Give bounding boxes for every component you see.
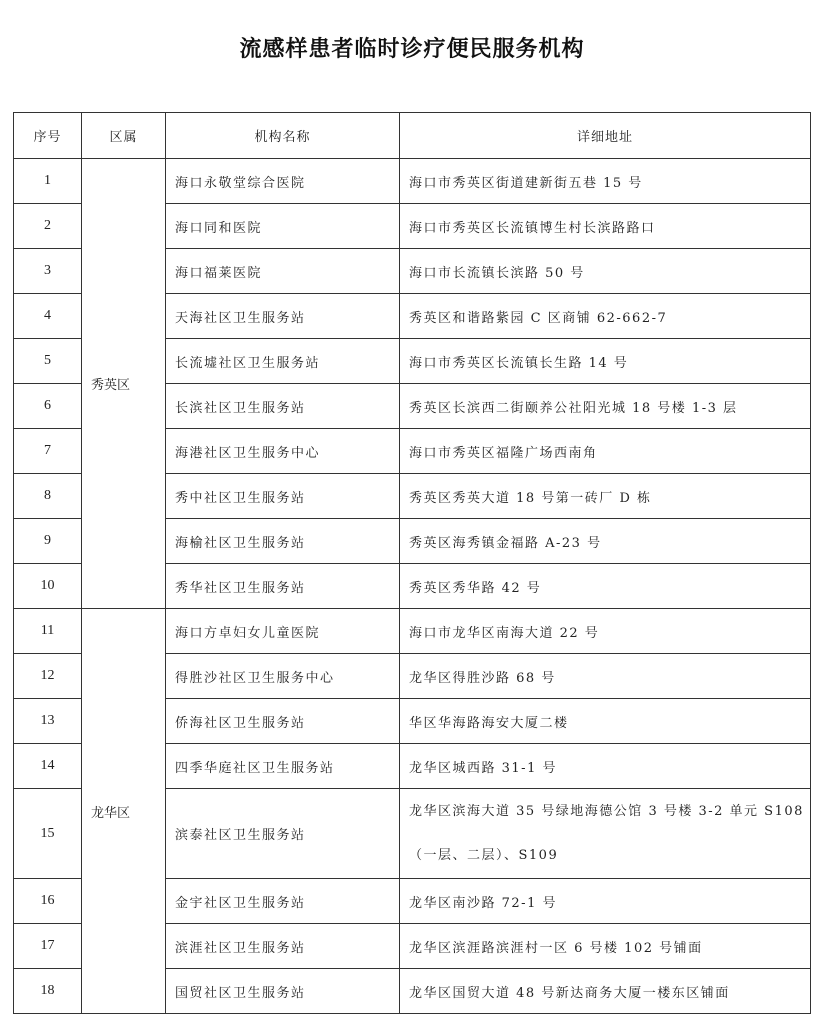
row-address: 海口市秀英区长流镇长生路 14 号 [400,339,811,384]
district-cell-longhua: 龙华区 [82,609,166,1014]
row-address: 龙华区得胜沙路 68 号 [400,654,811,699]
row-seq: 4 [14,294,82,339]
header-name: 机构名称 [166,113,400,159]
row-seq: 14 [14,744,82,789]
header-seq: 序号 [14,113,82,159]
row-name: 四季华庭社区卫生服务站 [166,744,400,789]
row-seq: 13 [14,699,82,744]
row-seq: 2 [14,204,82,249]
row-name: 海口福莱医院 [166,249,400,294]
row-name: 国贸社区卫生服务站 [166,969,400,1014]
table-header-row [14,113,811,159]
header-address: 详细地址 [400,113,811,159]
row-address: 龙华区城西路 31-1 号 [400,744,811,789]
row-seq: 10 [14,564,82,609]
row-name: 侨海社区卫生服务站 [166,699,400,744]
row-seq: 7 [14,429,82,474]
row-seq: 3 [14,249,82,294]
row-seq: 15 [14,789,82,879]
table-row [14,609,811,654]
row-name: 长流墟社区卫生服务站 [166,339,400,384]
page-title: 流感样患者临时诊疗便民服务机构 [239,37,585,62]
row-name: 海榆社区卫生服务站 [166,519,400,564]
row-address: 海口市秀英区长流镇博生村长滨路路口 [400,204,811,249]
row-name: 海口永敬堂综合医院 [166,159,400,204]
row-address: 华区华海路海安大厦二楼 [400,699,811,744]
row-name: 金宇社区卫生服务站 [166,879,400,924]
row-address: 秀英区和谐路紫园 C 区商铺 62-662-7 [400,294,811,339]
row-seq: 11 [14,609,82,654]
header-district: 区属 [82,113,166,159]
institution-table [13,112,811,1014]
row-seq: 18 [14,969,82,1014]
row-name: 秀华社区卫生服务站 [166,564,400,609]
row-address: 龙华区滨海大道 35 号绿地海德公馆 3 号楼 3-2 单元 S108（一层、二层）、S109 [400,789,811,879]
row-address: 秀英区秀华路 42 号 [400,564,811,609]
row-seq: 5 [14,339,82,384]
row-address: 龙华区国贸大道 48 号新达商务大厦一楼东区铺面 [400,969,811,1014]
row-seq: 17 [14,924,82,969]
row-name: 天海社区卫生服务站 [166,294,400,339]
row-address: 海口市长流镇长滨路 50 号 [400,249,811,294]
row-address: 海口市秀英区福隆广场西南角 [400,429,811,474]
table-row [14,159,811,204]
row-name: 长滨社区卫生服务站 [166,384,400,429]
row-name: 海口同和医院 [166,204,400,249]
row-seq: 16 [14,879,82,924]
row-name: 滨涯社区卫生服务站 [166,924,400,969]
row-address: 海口市秀英区街道建新街五巷 15 号 [400,159,811,204]
row-name: 得胜沙社区卫生服务中心 [166,654,400,699]
row-name: 海口方卓妇女儿童医院 [166,609,400,654]
row-address: 秀英区长滨西二街颐养公社阳光城 18 号楼 1-3 层 [400,384,811,429]
row-address: 龙华区滨涯路滨涯村一区 6 号楼 102 号铺面 [400,924,811,969]
row-seq: 9 [14,519,82,564]
row-name: 秀中社区卫生服务站 [166,474,400,519]
row-address: 龙华区南沙路 72-1 号 [400,879,811,924]
row-seq: 1 [14,159,82,204]
row-name: 海港社区卫生服务中心 [166,429,400,474]
row-address: 秀英区海秀镇金福路 A-23 号 [400,519,811,564]
district-cell-xiuying: 秀英区 [82,159,166,609]
row-seq: 8 [14,474,82,519]
row-name: 滨泰社区卫生服务站 [166,789,400,879]
row-address: 海口市龙华区南海大道 22 号 [400,609,811,654]
row-seq: 6 [14,384,82,429]
row-address: 秀英区秀英大道 18 号第一砖厂 D 栋 [400,474,811,519]
row-seq: 12 [14,654,82,699]
